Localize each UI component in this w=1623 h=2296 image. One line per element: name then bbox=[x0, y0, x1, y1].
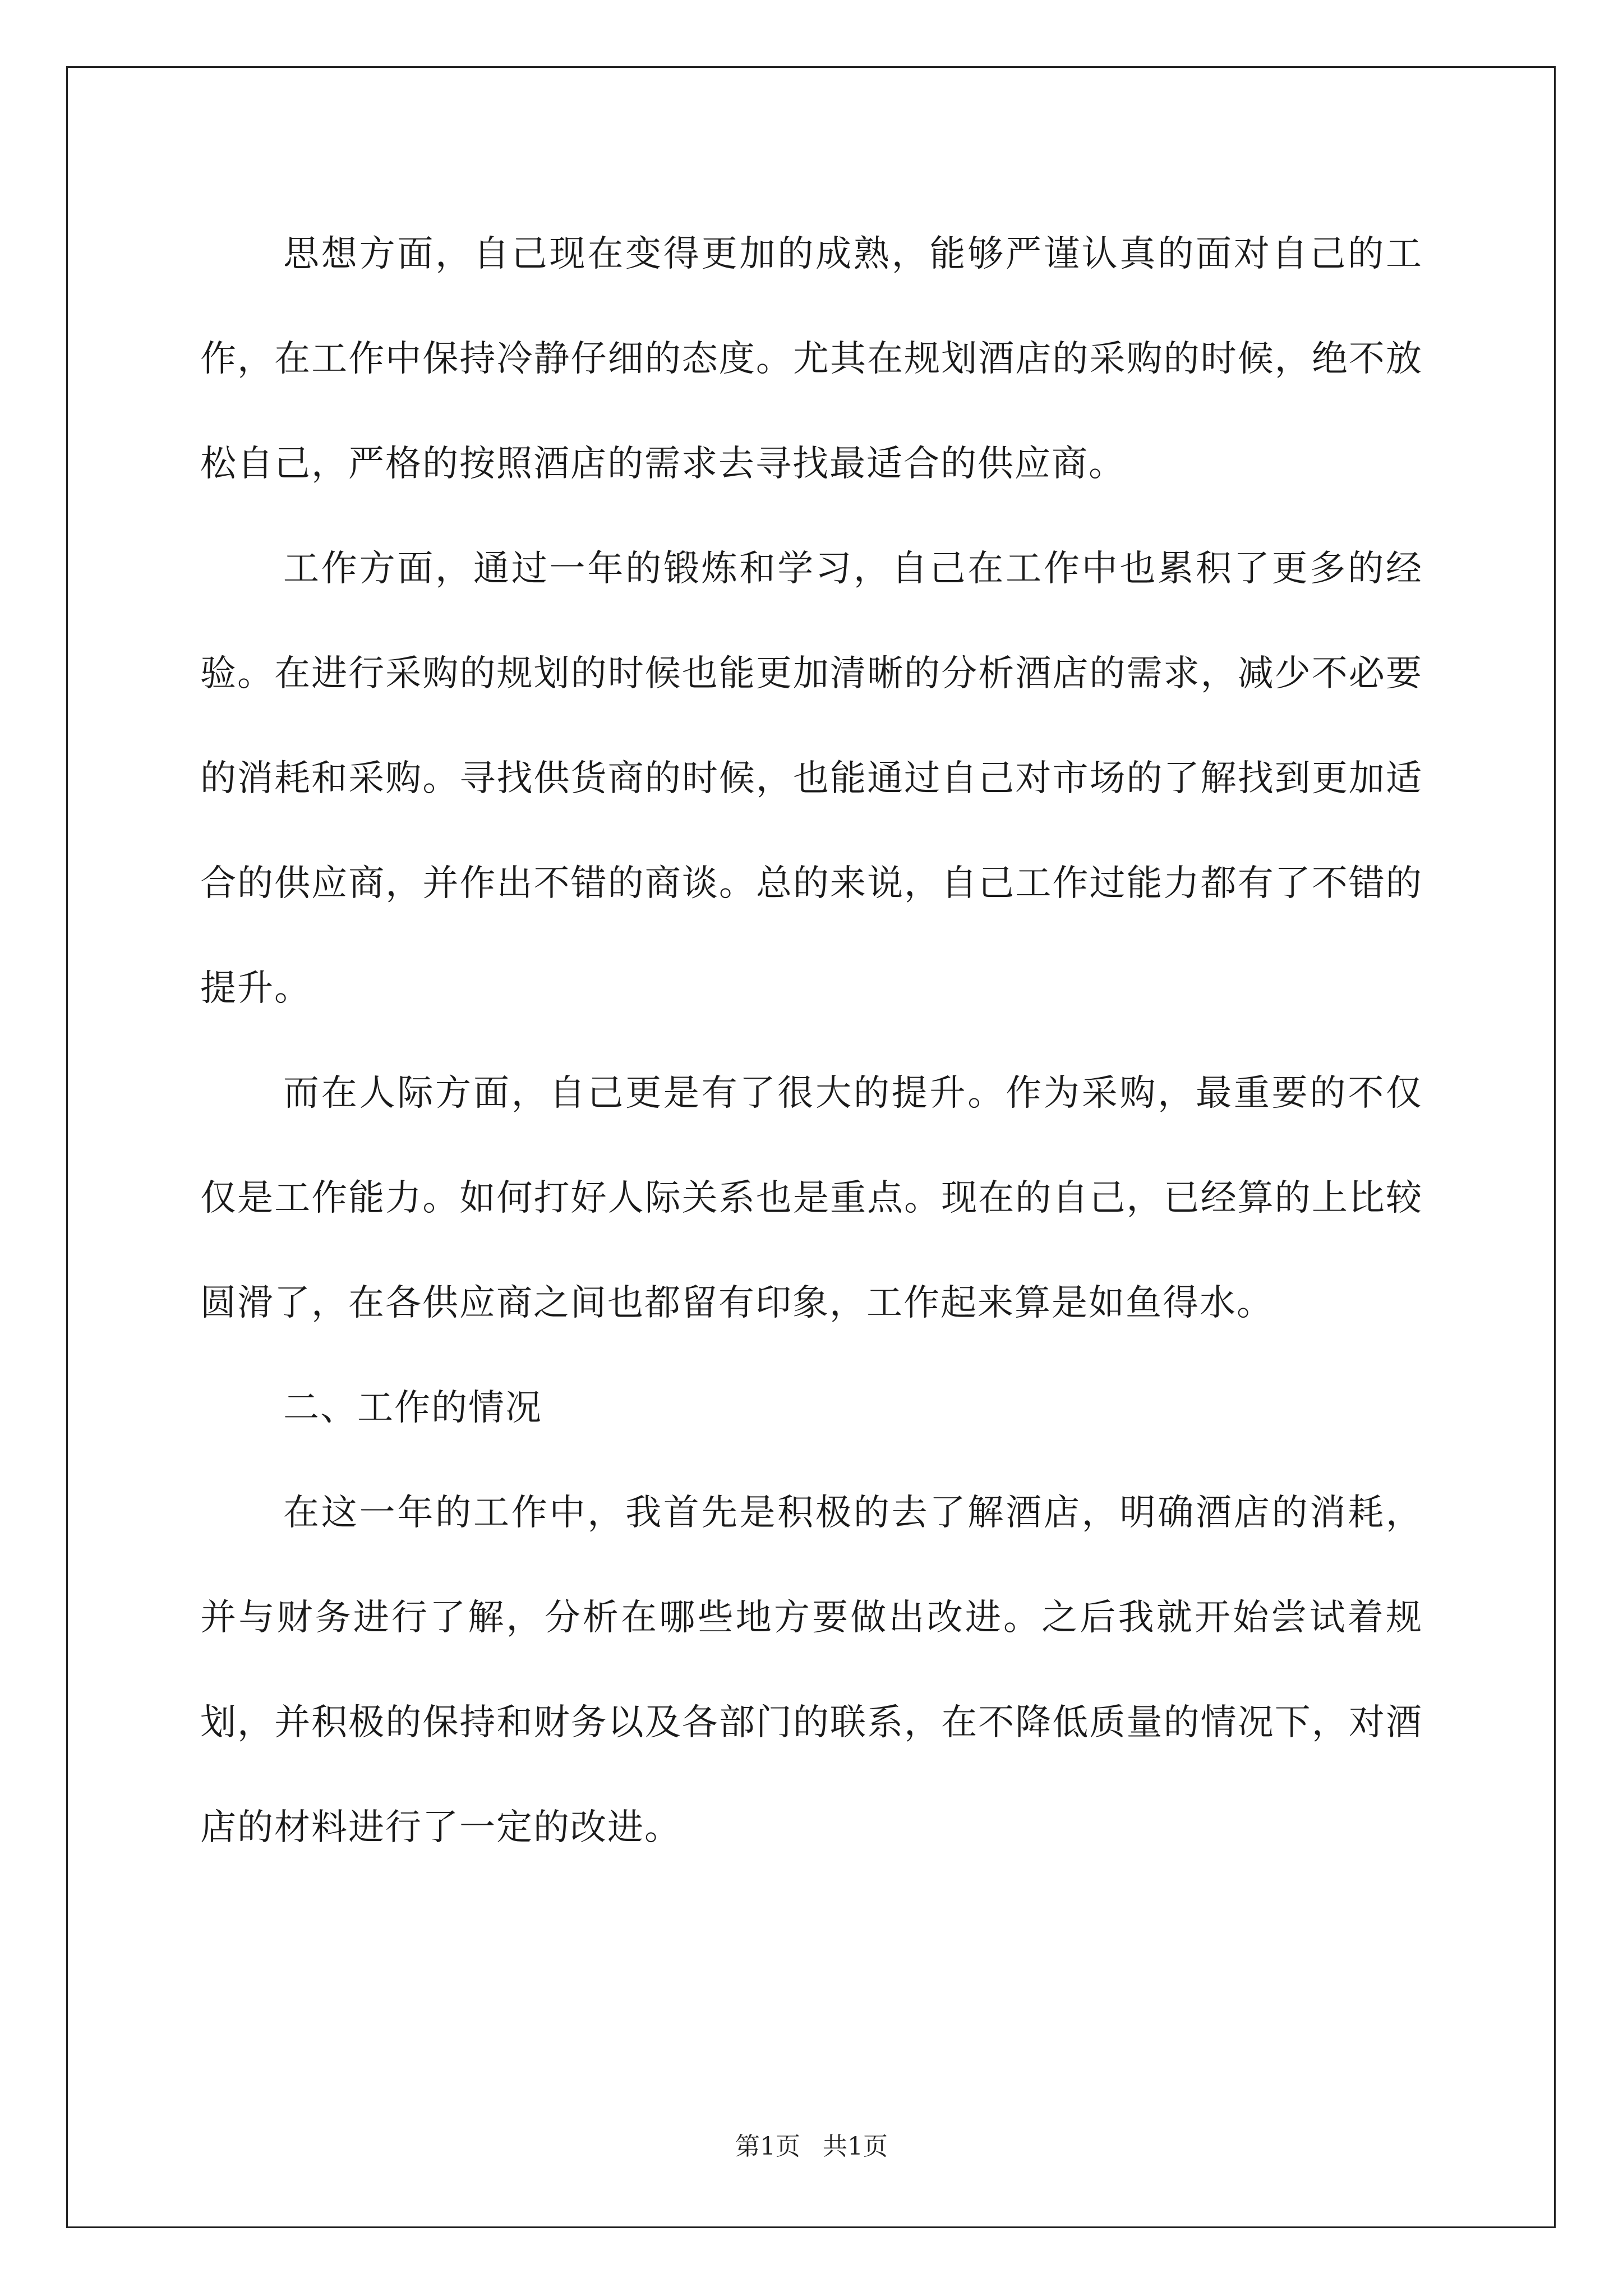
document-body bbox=[200, 202, 1423, 1880]
page-number: 第1页 bbox=[735, 2132, 800, 2161]
section-heading: 二、工作的情况 bbox=[283, 1387, 542, 1429]
paragraph-thought: 思想方面，自己现在变得更加的成熟，能够严谨认真的面对自己的工作，在工作中保持冷静仔细的态度。尤其在规划酒店的采购的时候，绝不放松自己，严格的按照酒店的需求去寻找最适合的供应商。 bbox=[200, 233, 1423, 485]
paragraph-work-situation: 在这一年的工作中，我首先是积极的去了解酒店，明确酒店的消耗，并与财务进行了解，分析在哪些地方要做出改进。之后我就开始尝试着规划，并积极的保持和财务以及各部门的联系，在不降低质量的情况下，对酒店的材料进行了一定的改进。 bbox=[200, 1492, 1423, 1848]
page-footer bbox=[0, 2126, 1623, 2162]
paragraph-work: 工作方面，通过一年的锻炼和学习，自己在工作中也累积了更多的经验。在进行采购的规划的时候也能更加清晰的分析酒店的需求，减少不必要的消耗和采购。寻找供货商的时候，也能通过自己对市场的了解找到更加适合的供应商，并作出不错的商谈。总的来说，自己工作过能力都有了不错的提升。 bbox=[200, 548, 1423, 1009]
page-total: 共1页 bbox=[823, 2132, 888, 2161]
paragraph-interpersonal: 而在人际方面，自己更是有了很大的提升。作为采购，最重要的不仅仅是工作能力。如何打好人际关系也是重点。现在的自己，已经算的上比较圆滑了，在各供应商之间也都留有印象，工作起来算是如鱼得水。 bbox=[200, 1073, 1423, 1324]
